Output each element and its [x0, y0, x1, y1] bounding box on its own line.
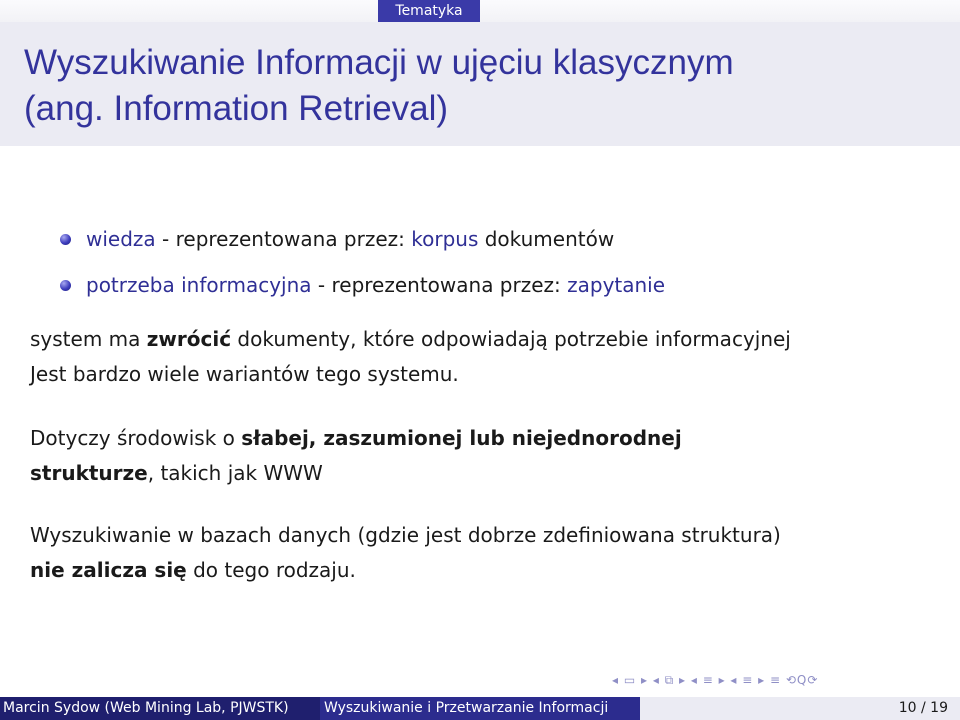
- bold-text: słabej, zaszumionej lub niejednorodnej: [241, 426, 682, 450]
- bullet-list: [58, 226, 665, 318]
- bullet-term: wiedza: [86, 227, 156, 251]
- paragraph-line: Wyszukiwanie w bazach danych (gdzie jest dobrze zdefiniowana struktura): [30, 523, 781, 547]
- bullet-term: potrzeba informacyjna: [86, 273, 312, 297]
- text: dokumenty, które odpowiadają potrzebie informacyjnej: [231, 327, 791, 351]
- bullet-text: - reprezentowana przez:: [155, 227, 412, 251]
- bullet-text: - reprezentowana przez:: [311, 273, 568, 297]
- frame-title-bar: [0, 22, 960, 146]
- bullet-tail: dokumentów: [478, 227, 615, 251]
- frame-title: [24, 40, 734, 132]
- text: do tego rodzaju.: [186, 558, 356, 582]
- section-tab[interactable]: Tematyka: [378, 0, 480, 22]
- bold-text: nie zalicza się: [30, 558, 187, 582]
- bullet-ball-icon: [60, 280, 71, 291]
- footer-title: Wyszukiwanie i Przetwarzanie Informacji: [320, 697, 640, 720]
- bold-text: strukturze: [30, 461, 148, 485]
- bullet-struct: korpus: [411, 227, 479, 251]
- navigation-controls[interactable]: ◂ ▭ ▸ ◂ ⧉ ▸ ◂ ≡ ▸ ◂ ≡ ▸ ≡ ⟲Q⟳: [612, 673, 819, 687]
- text: system ma: [30, 327, 147, 351]
- text: , takich jak WWW: [147, 461, 323, 485]
- frame-title-line-2: (ang. Information Retrieval): [24, 89, 449, 128]
- headline-bar: [0, 0, 960, 22]
- paragraph-line: Jest bardzo wiele wariantów tego systemu.: [30, 362, 459, 386]
- footer-author: Marcin Sydow (Web Mining Lab, PJWSTK): [0, 697, 320, 720]
- footer-page-number: 10 / 19: [640, 697, 960, 720]
- footer-bar: [0, 697, 960, 720]
- paragraph-line: [30, 553, 781, 588]
- paragraph-line: [30, 322, 791, 357]
- frame-title-line-1: Wyszukiwanie Informacji w ujęciu klasycznym: [24, 43, 734, 82]
- paragraph-bazy-danych: [30, 518, 781, 588]
- bullet-struct: zapytanie: [567, 273, 666, 297]
- bold-text: zwrócić: [146, 327, 232, 351]
- paragraph-srodowiska: [30, 421, 682, 491]
- paragraph-line: [30, 456, 682, 491]
- paragraph-line: [30, 421, 682, 456]
- paragraph-system: [30, 322, 791, 392]
- text: Dotyczy środowisk o: [30, 426, 242, 450]
- bullet-item-wiedza: [58, 226, 665, 252]
- bullet-item-potrzeba: [58, 272, 665, 298]
- bullet-ball-icon: [60, 234, 71, 245]
